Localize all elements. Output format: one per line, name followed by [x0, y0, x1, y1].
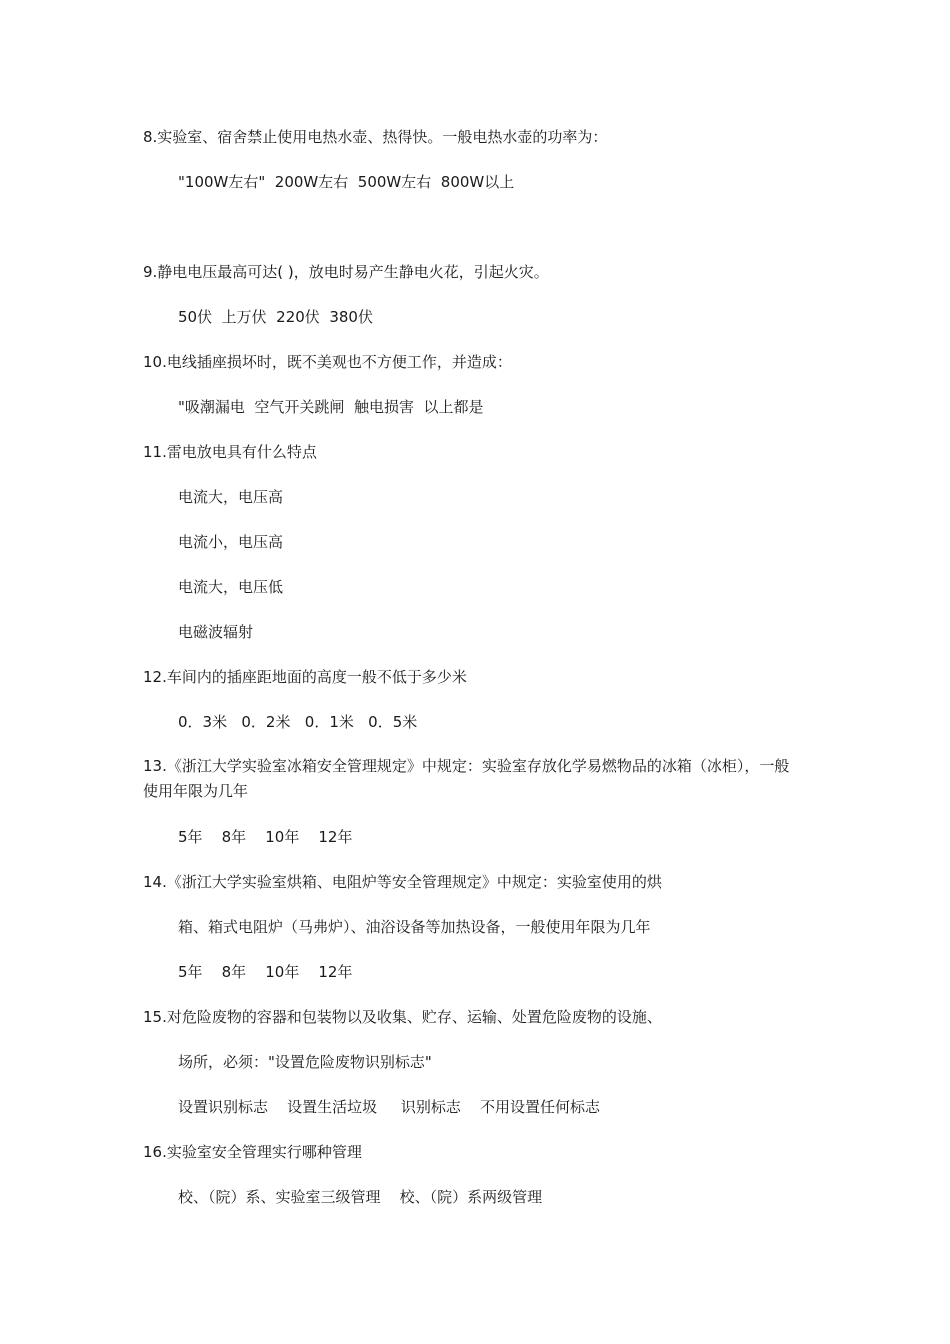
question-8: 8.实验室、宿舍禁止使用电热水壶、热得快。一般电热水壶的功率为：	[143, 128, 608, 146]
question-9-options: 50伏 上万伏 220伏 380伏	[178, 308, 373, 326]
question-9: 9.静电电压最高可达( )，放电时易产生静电火花，引起火灾。	[143, 263, 549, 281]
question-14-continuation: 箱、箱式电阻炉（马弗炉）、油浴设备等加热设备，一般使用年限为几年	[178, 918, 651, 936]
question-15: 15.对危险废物的容器和包装物以及收集、贮存、运输、处置危险废物的设施、	[143, 1008, 662, 1026]
question-10: 10.电线插座损坏时，既不美观也不方便工作，并造成：	[143, 353, 512, 371]
question-12: 12.车间内的插座距地面的高度一般不低于多少米	[143, 668, 467, 686]
question-12-options: 0．3米 0．2米 0．1米 0．5米	[178, 713, 418, 731]
question-11: 11.雷电放电具有什么特点	[143, 443, 317, 461]
question-11-option-b: 电流小，电压高	[178, 533, 284, 551]
question-15-options: 设置识别标志 设置生活垃圾 识别标志 不用设置任何标志	[178, 1098, 600, 1116]
question-16: 16.实验室安全管理实行哪种管理	[143, 1143, 362, 1161]
question-10-options: "吸潮漏电 空气开关跳闸 触电损害 以上都是	[178, 398, 484, 416]
question-11-option-c: 电流大，电压低	[178, 578, 284, 596]
question-13-options: 5年 8年 10年 12年	[178, 828, 353, 846]
question-13: 13.《浙江大学实验室冰箱安全管理规定》中规定：实验室存放化学易燃物品的冰箱（冰柜），一般使用年限为几年	[143, 757, 790, 800]
question-11-option-d: 电磁波辐射	[178, 623, 254, 641]
question-11-option-a: 电流大，电压高	[178, 488, 284, 506]
question-16-options: 校、（院）系、实验室三级管理 校、（院）系两级管理	[178, 1188, 543, 1206]
question-14-options: 5年 8年 10年 12年	[178, 963, 353, 981]
question-8-options: "100W左右" 200W左右 500W左右 800W以上	[178, 173, 515, 191]
question-14: 14.《浙江大学实验室烘箱、电阻炉等安全管理规定》中规定：实验室使用的烘	[143, 873, 662, 891]
question-15-continuation: 场所，必须："设置危险废物识别标志"	[178, 1053, 432, 1071]
